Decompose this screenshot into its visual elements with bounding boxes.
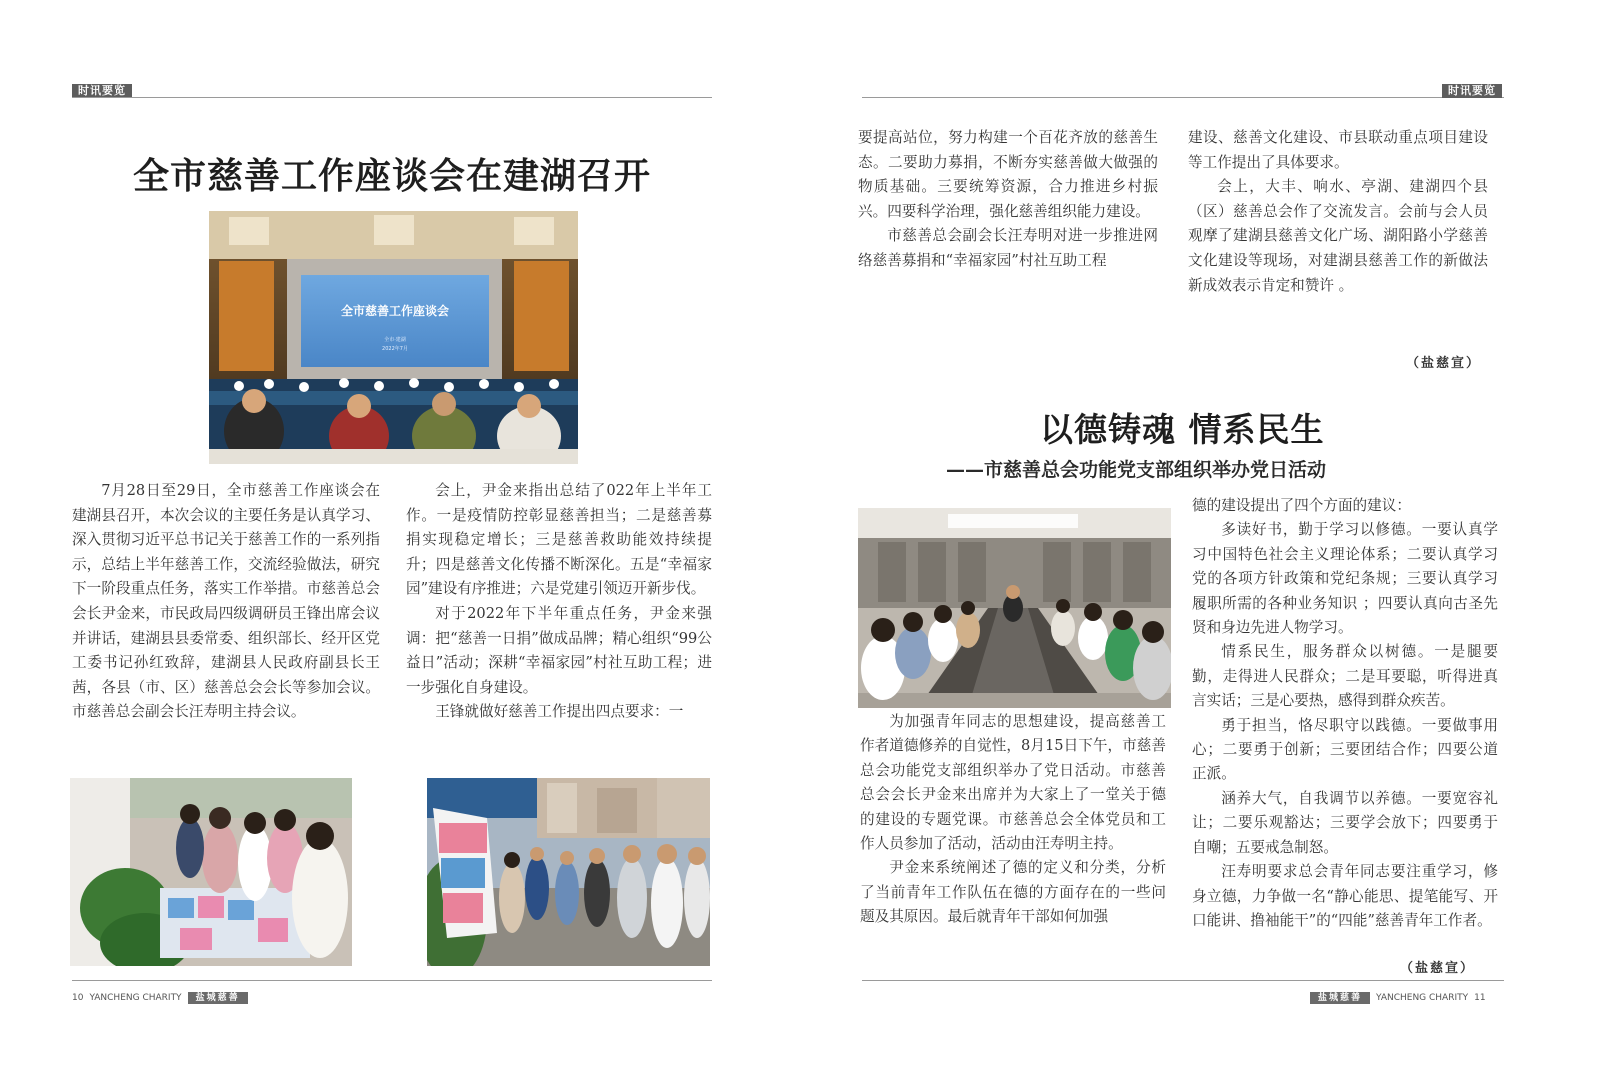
paragraph: 要提高站位，努力构建一个百花齐放的慈善生态。二要助力募捐，不断夯实慈善做大做强的物质基础。三要统筹资源，合力推进乡村振兴。四要科学治理，强化慈善组织能力建设。 — [858, 129, 1158, 220]
screen-small-b: 2022年7月 — [382, 346, 408, 352]
footer-rule — [862, 980, 1504, 981]
article1-continued-column-2 — [1188, 126, 1488, 298]
paragraph: 为加强青年同志的思想建设，提高慈善工作者道德修养的自觉性，8月15日下午，市慈善总会功能党支部组织举办了党日活动。市慈善总会会长尹金来出席并为大家上了一堂关于德的建设的专题党课。市慈善总会全体党员和工作人员参加了活动，活动由汪寿明主持。 — [860, 713, 1166, 853]
page-number: 11 — [1474, 993, 1486, 1003]
paragraph: 情系民生，服务群众以树德。一是腿要勤，走得进人民群众；二是耳要聪，听得进真言实话；三是心要热，感得到群众疾苦。 — [1192, 643, 1498, 710]
footer-english-name: YANCHENG CHARITY — [89, 993, 182, 1003]
article2-right-column — [1192, 494, 1498, 933]
article2-credit: （盐慈宣） — [1400, 961, 1476, 976]
paragraph: 会上，大丰、响水、亭湖、建湖四个县（区）慈善总会作了交流发言。会前与会人员观摩了建湖县慈善文化广场、湖阳路小学慈善文化建设等现场，对建湖县慈善工作的新做法新成效表示肯定和赞许 。 — [1188, 178, 1488, 294]
article2-subtitle: ——市慈善总会功能党支部组织举办党日活动 — [946, 459, 1327, 481]
article1-right-column — [406, 479, 712, 725]
footer-english-name: YANCHENG CHARITY — [1376, 993, 1469, 1003]
article2-left-column — [860, 710, 1166, 930]
footer-brand: 盐城慈善 — [1310, 992, 1370, 1004]
header-rule — [72, 97, 712, 98]
paragraph: 涵养大气，自我调节以养德。一要宽容礼让；二要乐观豁达；三要学会放下；四要勇于自嘲；五要戒急制怒。 — [1192, 789, 1498, 856]
paragraph: 多读好书，勤于学习以修德。一要认真学习中国特色社会主义理论体系；二要认真学习党的各项方针政策和党纪条规；三要认真学习履职所需的各种业务知识 ；四要认真向古圣先贤和身边先进人物学习。 — [1192, 521, 1498, 637]
site-visit-photo — [427, 778, 710, 966]
paragraph: 王锋就做好慈善工作提出四点要求：一 — [435, 703, 684, 721]
paragraph: 7月28日至29日，全市慈善工作座谈会在建湖县召开，本次会议的主要任务是认真学习、深入贯彻习近平总书记关于慈善工作的一系列指示，总结上半年慈善工作，交流经验做法，研究下一阶段重点任务，落实工作举措。市慈善总会会长尹金来，市民政局四级调研员王锋出席会议并讲话，建湖县县委常委、组织部长、经开区党工委书记孙红致辞，建湖县人民政府副县长王茜，各县（市、区）慈善总会会长等参加会议。市慈善总会副会长汪寿明主持会议。 — [72, 482, 380, 721]
paragraph: 对于2022年下半年重点任务，尹金来强调：把“慈善一日捐”做成品牌；精心组织“99公益日”活动；深耕“幸福家园”村社互助工程；进一步强化自身建设。 — [406, 604, 712, 696]
screen-text: 全市慈善工作座谈会 — [340, 304, 450, 318]
article1-continued-column-1 — [858, 126, 1158, 274]
screen-small-a: 全市·建湖 — [384, 337, 406, 343]
paragraph: 市慈善总会副会长汪寿明对进一步推进网络慈善募捐和“幸福家园”村社互助工程 — [858, 227, 1158, 269]
section-tag: 时讯要览 — [72, 84, 132, 98]
article1-credit: （盐慈宣） — [1406, 356, 1482, 371]
left-footer — [72, 992, 248, 1004]
article1-left-column — [72, 479, 380, 725]
article2-title: 以德铸魂 情系民生 — [1040, 410, 1325, 449]
party-meeting-photo — [858, 508, 1171, 708]
paragraph: 汪寿明要求总会青年同志要注重学习，修身立德，力争做一名“静心能思、提笔能写、开口能讲、撸袖能干”的“四能”慈善青年工作者。 — [1192, 863, 1498, 929]
paragraph: 建设、慈善文化建设、市县联动重点项目建设等工作提出了具体要求。 — [1188, 129, 1488, 171]
header-rule — [862, 97, 1504, 98]
exhibition-photo — [70, 778, 352, 966]
right-footer — [1310, 992, 1486, 1004]
article1-title: 全市慈善工作座谈会在建湖召开 — [132, 155, 651, 197]
paragraph: 会上，尹金来指出总结了022年上半年工作。一是疫情防控彰显慈善担当；二是慈善募捐实现稳定增长；三是慈善救助能效持续提升；四是慈善文化传播不断深化。五是“幸福家园”建设有序推进；六是党建引领迈开新步伐。 — [406, 482, 712, 598]
paragraph: 德的建设提出了四个方面的建议： — [1192, 497, 1411, 514]
footer-rule — [72, 980, 712, 981]
section-tag: 时讯要览 — [1442, 84, 1502, 98]
conference-photo — [209, 211, 578, 464]
page-number: 10 — [72, 993, 84, 1003]
right-page — [800, 0, 1600, 1090]
footer-brand: 盐城慈善 — [188, 992, 248, 1004]
paragraph: 尹金来系统阐述了德的定义和分类，分析了当前青年工作队伍在德的方面存在的一些问题及其原因。最后就青年干部如何加强 — [860, 859, 1166, 926]
paragraph: 勇于担当，恪尽职守以践德。一要做事用心；二要勇于创新；三要团结合作；四要公道正派。 — [1192, 716, 1498, 783]
